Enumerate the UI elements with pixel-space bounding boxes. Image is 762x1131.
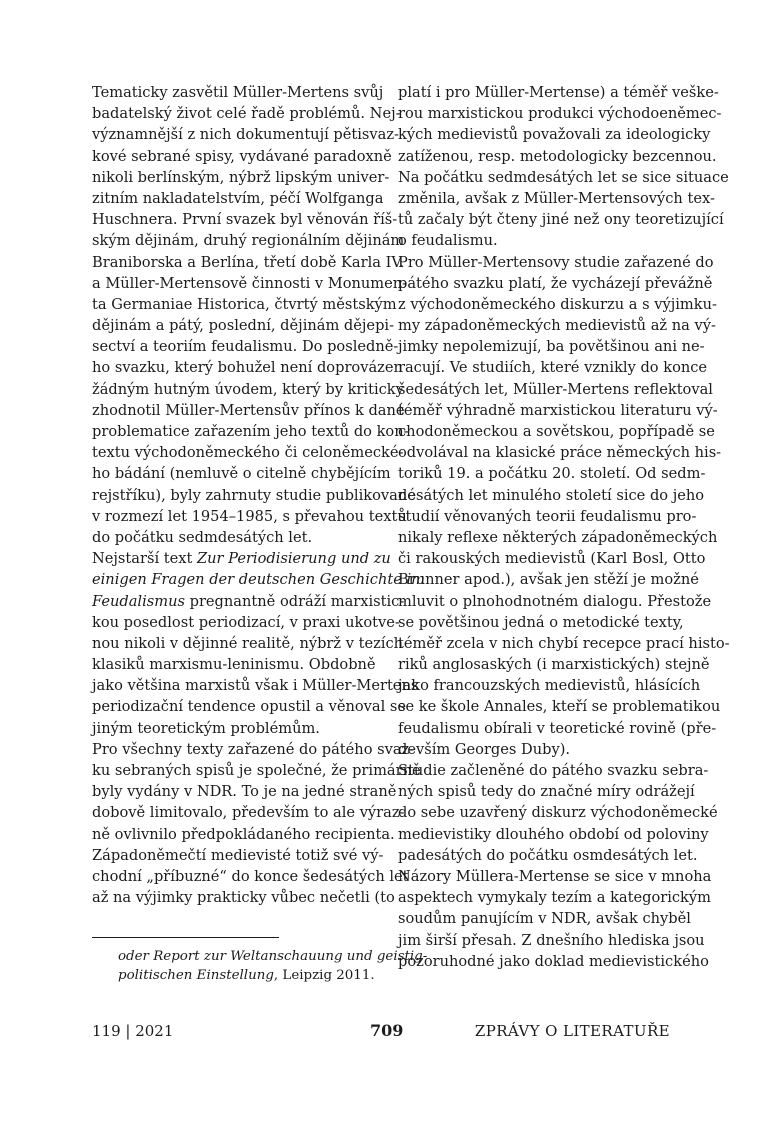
text-line: zatíženou, resp. metodologicky bezcennou. [398,147,717,165]
text-line: Studie začleněné do pátého svazku sebra- [398,762,709,779]
text-line: a Müller-Mertensově činnosti v Monumen- [92,274,408,292]
text-line: Braniborska a Berlína, třetí době Karla IV. [92,253,405,271]
footnote-line: politischen Einstellung, Leipzig 2011. [118,968,375,984]
text-line: periodizační tendence opustil a věnoval se [92,698,407,716]
text-line: problematice zařazením jeho textů do kon- [92,423,409,440]
text-line: Na počátku sedmdesátých let se sice situace [398,168,729,186]
text-line: téměř výhradně marxistickou literaturu vý- [398,401,718,419]
text-line: odvolával na klasické práce německých his- [398,444,722,462]
footnote-rule [92,937,279,938]
text-line: pozoruhodné jako doklad medievistického [398,952,709,970]
text-line: devším Georges Duby). [398,740,571,758]
text-line: aspektech vymykaly tezím a kategorickým [398,889,711,907]
text-line: šedesátých let, Müller-Mertens reflektoval [398,380,713,398]
text-line: se ke škole Annales, kteří se problematikou [398,698,721,716]
text-line: významnější z nich dokumentují pětisvaz- [92,126,399,144]
text-line: jiným teoretickým problémům. [92,719,320,737]
text-line: Tematicky zasvětil Müller-Mertens svůj [92,84,384,101]
text-line: rou marxistickou produkci východoeněmec- [398,105,722,123]
text-line: pátého svazku platí, že vycházejí převážně [398,274,713,292]
text-line: z východoněmeckého diskurzu a s výjimku- [398,295,717,313]
text-line: jimky nepolemizují, ba povětšinou ani ne- [398,338,705,356]
text-line: jako většina marxistů však i Müller-Mertens [92,677,419,695]
text-line: desátých let minulého století sice do jeho [398,486,705,504]
text-line: feudalismu obírali v teoretické rovině (pře- [398,719,717,737]
text-line: ku sebraných spisů je společné, že primárně [92,762,421,779]
text-line: sectví a teoriím feudalismu. Do posledně- [92,338,399,356]
text-line: se povětšinou jedná o metodické texty, [398,613,684,631]
text-line: riků anglosaských (i marxistických) stejně [398,656,710,674]
text-line: Huschnera. První svazek byl věnován říš- [92,211,398,229]
text-line: toriků 19. a počátku 20. století. Od sedm- [398,465,706,483]
text-line: kou posedlost periodizací, v praxi ukotve- [92,613,400,631]
text-line: klasiků marxismu-leninismu. Obdobně [92,656,376,674]
text-line: textu východoněmeckého či celoněmecké- [92,444,404,462]
text-line: ským dějinám, druhý regionálním dějinám [92,232,405,250]
text-line: studií věnovaných teorii feudalismu pro- [398,507,697,525]
text-line: nikaly reflexe některých západoněmeckých [398,528,718,546]
text-line: Brunner apod.), avšak jen stěží je možné [398,571,699,589]
footnote-line: oder Report zur Weltanschauung und geistig- [118,949,428,964]
text-line: Západoněmečtí medievisté totiž své vý- [92,846,384,864]
text-line: kové sebrané spisy, vydávané paradoxně [92,147,392,165]
text-line: Pro všechny texty zařazené do pátého svaz- [92,740,415,758]
text-line: chodní „příbuzné“ do konce šedesátých let [92,867,409,885]
text-line: my západoněmeckých medievistů až na vý- [398,317,716,335]
text-line: soudům panujícím v NDR, avšak chyběl [398,910,691,928]
text-line: dobově limitovalo, především to ale výraz- [92,804,405,822]
text-line: medievistiky dlouhého období od poloviny [398,825,709,843]
text-line: tů začaly být čteny jiné než ony teoretizující [398,211,724,229]
text-line: Názory Müllera-Mertense se sice v mnoha [398,867,712,885]
text-line: badatelský život celé řadě problémů. Nej- [92,105,401,123]
text-line: do počátku sedmdesátých let. [92,528,313,546]
text-line: téměř zcela v nich chybí recepce prací histo- [398,634,730,652]
text-line: racují. Ve studiích, které vznikly do konce [398,359,708,377]
text-line: či rakouských medievistů (Karl Bosl, Otto [398,550,706,568]
text-line: žádným hutným úvodem, který by kriticky [92,380,404,398]
text-line: platí i pro Müller-Mertense) a téměř veške- [398,84,719,101]
text-line: kých medievistů považovali za ideologicky [398,126,711,144]
text-line: nikoli berlínským, nýbrž lipským univer- [92,168,390,186]
footer-issue: 119 | 2021 [92,1022,174,1040]
left-column [92,82,426,908]
text-line: o feudalismu. [398,232,498,250]
text-line: ně ovlivnilo předpokládaného recipienta. [92,825,395,843]
text-line: byly vydány v NDR. To je na jedné straně [92,783,397,801]
page-number: 709 [370,1021,404,1040]
text-line: dějinám a pátý, poslední, dějinám dějepi- [92,317,395,335]
text-line: jim širší přesah. Z dnešního hlediska jsou [398,931,705,949]
text-line: mluvit o plnohodnotném dialogu. Přestože [398,592,712,610]
text-line: einigen Fragen der deutschen Geschichte im [92,571,426,589]
text-line: nou nikoli v dějinné realitě, nýbrž v tezích [92,634,404,652]
text-line: jako francouzských medievistů, hlásících [398,677,701,695]
text-line: zhodnotil Müller-Mertensův přínos k dané [92,401,405,419]
text-line: Nejstarší text Zur Periodisierung und zu [92,550,391,568]
footnote [118,947,428,986]
text-line: chodoněmeckou a sovětskou, popřípadě se [398,423,715,440]
text-line: Pro Müller-Mertensovy studie zařazené do [398,253,714,271]
text-line: ho bádání (nemluvě o citelně chybějícím [92,465,391,483]
text-line: padesátých do počátku osmdesátých let. [398,846,698,864]
text-line: v rozmezí let 1954–1985, s převahou textů [92,507,407,525]
text-line: až na výjimky prakticky vůbec nečetli (to [92,889,395,907]
right-column [398,82,730,972]
text-line: Feudalismus pregnantně odráží marxistic- [92,592,405,610]
text-line: ho svazku, který bohužel není doprovázen [92,359,403,377]
footer-section-title: ZPRÁVY O LITERATUŘE [474,1022,670,1040]
text-line: do sebe uzavřený diskurz východoněmecké [398,804,718,822]
text-line: ta Germaniae Historica, čtvrtý městským [92,295,397,313]
text-line: zitním nakladatelstvím, péčí Wolfganga [92,189,384,207]
text-line: změnila, avšak z Müller-Mertensových tex- [398,189,715,207]
text-line: rejstříku), byly zahrnuty studie publikované [92,486,416,504]
text-line: ných spisů tedy do značné míry odrážejí [398,783,695,801]
